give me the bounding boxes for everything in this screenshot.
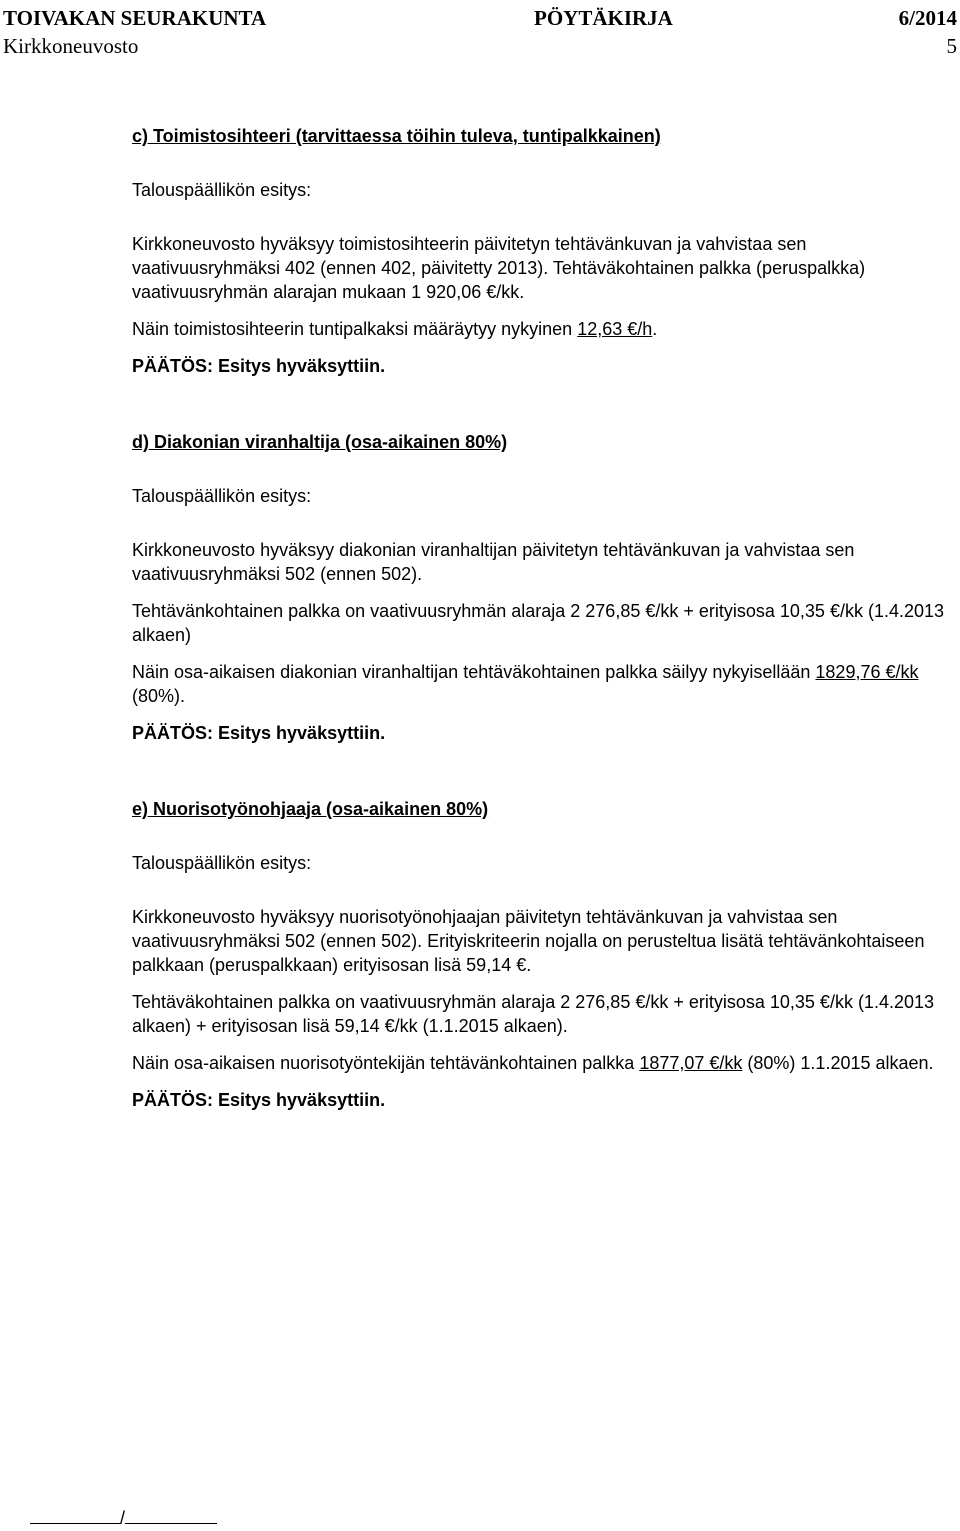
initials-line-left — [30, 1503, 120, 1524]
document-number: 6/2014 — [898, 6, 957, 30]
paragraph: Näin osa-aikaisen diakonian viranhaltijan tehtäväkohtainen palkka säilyy nykyisellään 1829,76 €/kk (80%). — [132, 662, 919, 706]
page-header — [3, 4, 957, 60]
section-title: d) Diakonian viranhaltija (osa-aikainen 80%) — [132, 432, 508, 452]
decision: PÄÄTÖS: Esitys hyväksyttiin. — [132, 356, 386, 376]
header-row-1 — [3, 4, 957, 32]
signature-line — [30, 1503, 217, 1530]
hourly-wage: 12,63 €/h — [577, 319, 653, 339]
paragraph: Tehtävänkohtainen palkka on vaativuusryhmän alaraja 2 276,85 €/kk + erityisosa 10,35 €/kk (1.4.2013 alkaen) — [132, 601, 945, 645]
decision: PÄÄTÖS: Esitys hyväksyttiin. — [132, 1090, 386, 1110]
header-row-2 — [3, 32, 957, 60]
meeting-body: Kirkkoneuvosto — [3, 34, 139, 58]
paragraph: Tehtäväkohtainen palkka on vaativuusryhmän alaraja 2 276,85 €/kk + erityisosa 10,35 €/kk (1.4.2013 alkaen) + erityisosan lisä 59,14 €/kk (1.1.2015 alkaen). — [132, 992, 935, 1036]
paragraph: Kirkkoneuvosto hyväksyy toimistosihteerin päivitetyn tehtävänkuvan ja vahvistaa sen vaativuusryhmäksi 402 (ennen 402, päivitetty 2013). Tehtäväkohtainen palkka (peruspalkka) vaativuusryhmän alarajan mukaan 1 920,06 €/kk. — [132, 234, 866, 302]
paragraph: Kirkkoneuvosto hyväksyy diakonian viranhaltijan päivitetyn tehtävänkuvan ja vahvistaa sen vaativuusryhmäksi 502 (ennen 502). — [132, 540, 855, 584]
section-title: e) Nuorisotyönohjaaja (osa-aikainen 80%) — [132, 799, 489, 819]
page-number: 5 — [946, 34, 957, 58]
document-type: PÖYTÄKIRJA — [534, 6, 673, 30]
proposal-label: Talouspäällikön esitys: — [132, 853, 312, 873]
monthly-wage: 1877,07 €/kk — [639, 1053, 743, 1073]
proposal-label: Talouspäällikön esitys: — [132, 486, 312, 506]
proposal-label: Talouspäällikön esitys: — [132, 180, 312, 200]
paragraph: Näin toimistosihteerin tuntipalkaksi määräytyy nykyinen 12,63 €/h. — [132, 319, 658, 339]
paragraph: Näin osa-aikaisen nuorisotyöntekijän tehtävänkohtainen palkka 1877,07 €/kk (80%) 1.1.2015 alkaen. — [132, 1053, 934, 1073]
decision: PÄÄTÖS: Esitys hyväksyttiin. — [132, 723, 386, 743]
monthly-wage: 1829,76 €/kk — [815, 662, 919, 682]
signature-separator: / — [120, 1508, 126, 1528]
initials-line-right — [125, 1503, 217, 1524]
document-body — [132, 117, 952, 1112]
organization-name: TOIVAKAN SEURAKUNTA — [3, 6, 267, 30]
section-title: c) Toimistosihteeri (tarvittaessa töihin tuleva, tuntipalkkainen) — [132, 126, 661, 146]
paragraph: Kirkkoneuvosto hyväksyy nuorisotyönohjaajan päivitetyn tehtävänkuvan ja vahvistaa sen vaativuusryhmäksi 502 (ennen 502). Erityiskriteerin nojalla on perusteltua lisätä tehtävänkohtaiseen palkkaan (peruspalkkaan) erityisosan lisä 59,14 €. — [132, 907, 925, 975]
